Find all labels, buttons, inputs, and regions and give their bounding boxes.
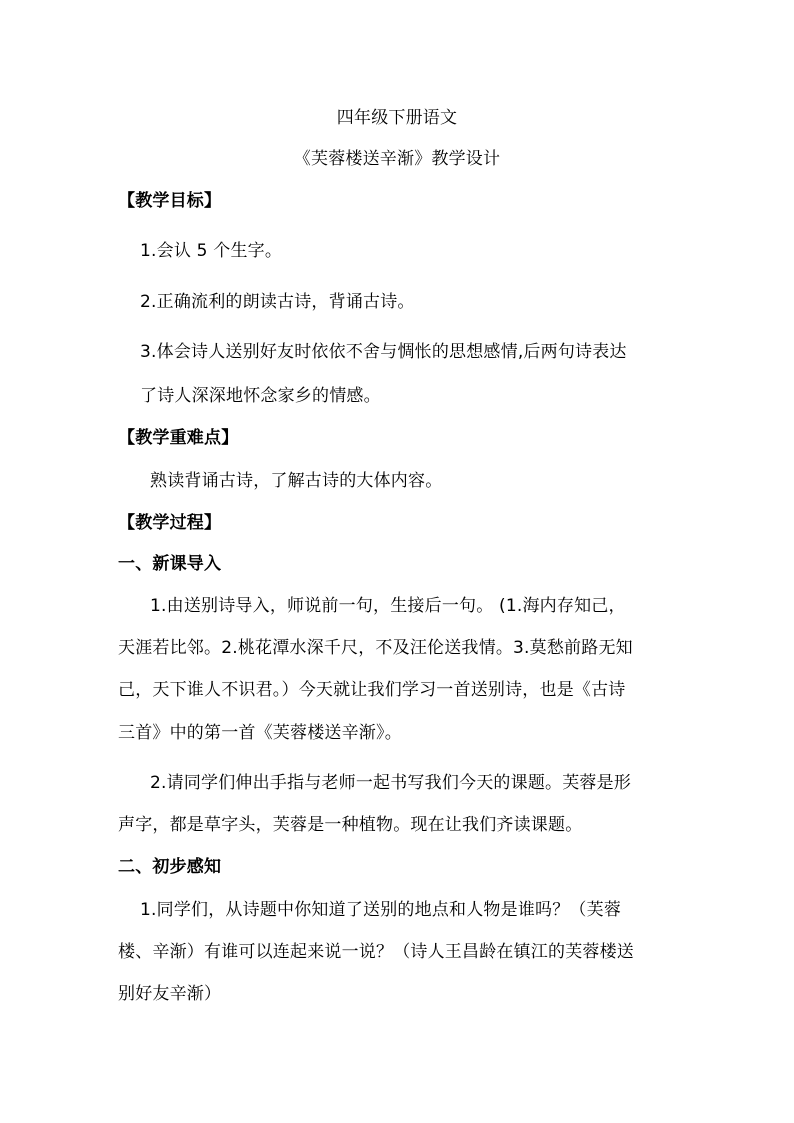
part2-line-3: 别好友辛渐） [118,984,222,1004]
part1-heading: 一、新课导入 [118,554,222,574]
part2-line-1: 1.同学们，从诗题中你知道了送别的地点和人物是谁吗？（芙蓉 [140,900,622,920]
part1-line-3: 己，天下谁人不识君。）今天就让我们学习一首送别诗，也是《古诗 [118,680,626,700]
process-heading: 【教学过程】 [118,513,222,533]
goal-item-3-continued: 了诗人深深地怀念家乡的情感。 [140,386,381,406]
goal-item-1: 1.会认 5 个生字。 [140,241,283,261]
part1-line-2: 天涯若比邻。2.桃花潭水深千尺，不及汪伦送我情。3.莫愁前路无知 [118,638,633,658]
key-points-heading: 【教学重难点】 [118,428,239,448]
part1-line-6: 声字，都是草字头，芙蓉是一种植物。现在让我们齐读课题。 [118,815,583,835]
goal-item-3: 3.体会诗人送别好友时依依不舍与惆怅的思想感情,后两句诗表达 [140,342,627,362]
document-subtitle: 《芙蓉楼送辛渐》教学设计 [293,149,501,169]
document-title: 四年级下册语文 [336,108,458,128]
goals-heading: 【教学目标】 [118,191,222,211]
goal-item-2: 2.正确流利的朗读古诗，背诵古诗。 [140,292,415,312]
part1-line-5: 2.请同学们伸出手指与老师一起书写我们今天的课题。芙蓉是形 [150,773,632,793]
part2-heading: 二、初步感知 [118,857,222,877]
key-points-text: 熟读背诵古诗，了解古诗的大体内容。 [150,471,443,491]
part1-line-1: 1.由送别诗导入，师说前一句，生接后一句。 (1.海内存知己， [150,596,626,616]
part2-line-2: 楼、辛渐）有谁可以连起来说一说？（诗人王昌龄在镇江的芙蓉楼送 [118,942,634,962]
part1-line-4: 三首》中的第一首《芙蓉楼送辛渐》。 [118,723,402,743]
